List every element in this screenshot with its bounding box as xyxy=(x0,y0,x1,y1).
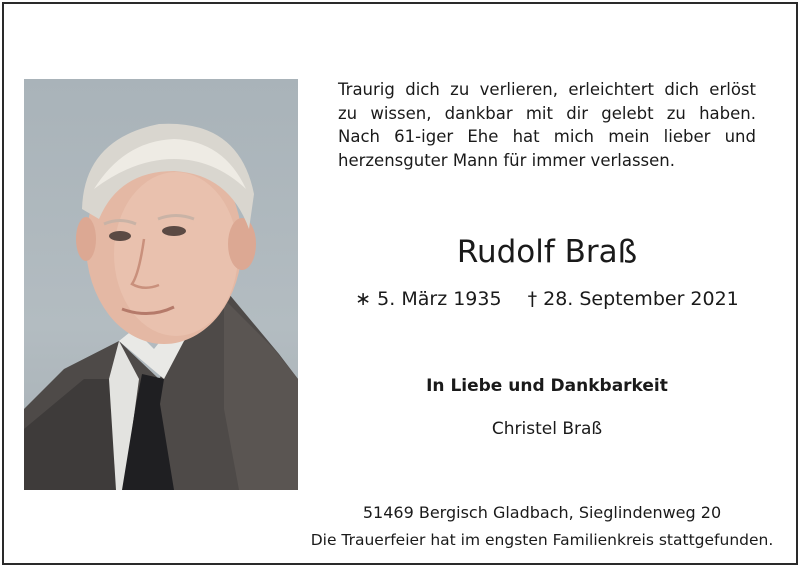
funeral-notice: Die Trauerfeier hat im engsten Familienkreis stattgefunden. xyxy=(310,531,774,549)
life-dates xyxy=(338,286,756,312)
birth-date: ∗ 5. März 1935 xyxy=(355,288,502,310)
dedication: In Liebe und Dankbarkeit xyxy=(426,376,668,396)
verse-line: herzensguter Mann für immer verlassen. xyxy=(338,150,675,170)
portrait-photo xyxy=(24,79,298,490)
deceased-name: Rudolf Braß xyxy=(456,234,638,270)
obituary-card xyxy=(2,2,798,565)
verse-text xyxy=(338,78,756,172)
verse-line: Traurig dich zu verlieren, erleichtert dich erlöst xyxy=(338,80,756,99)
address: 51469 Bergisch Gladbach, Sieglindenweg 20 xyxy=(362,503,722,522)
death-date: † 28. September 2021 xyxy=(527,288,739,310)
verse-line: zu wissen, dankbar mit dir gelebt zu haben. xyxy=(338,103,756,123)
portrait-illustration xyxy=(24,79,298,490)
verse-line: Nach 61-iger Ehe hat mich mein lieber und xyxy=(338,127,756,146)
signer-name: Christel Braß xyxy=(491,419,603,439)
